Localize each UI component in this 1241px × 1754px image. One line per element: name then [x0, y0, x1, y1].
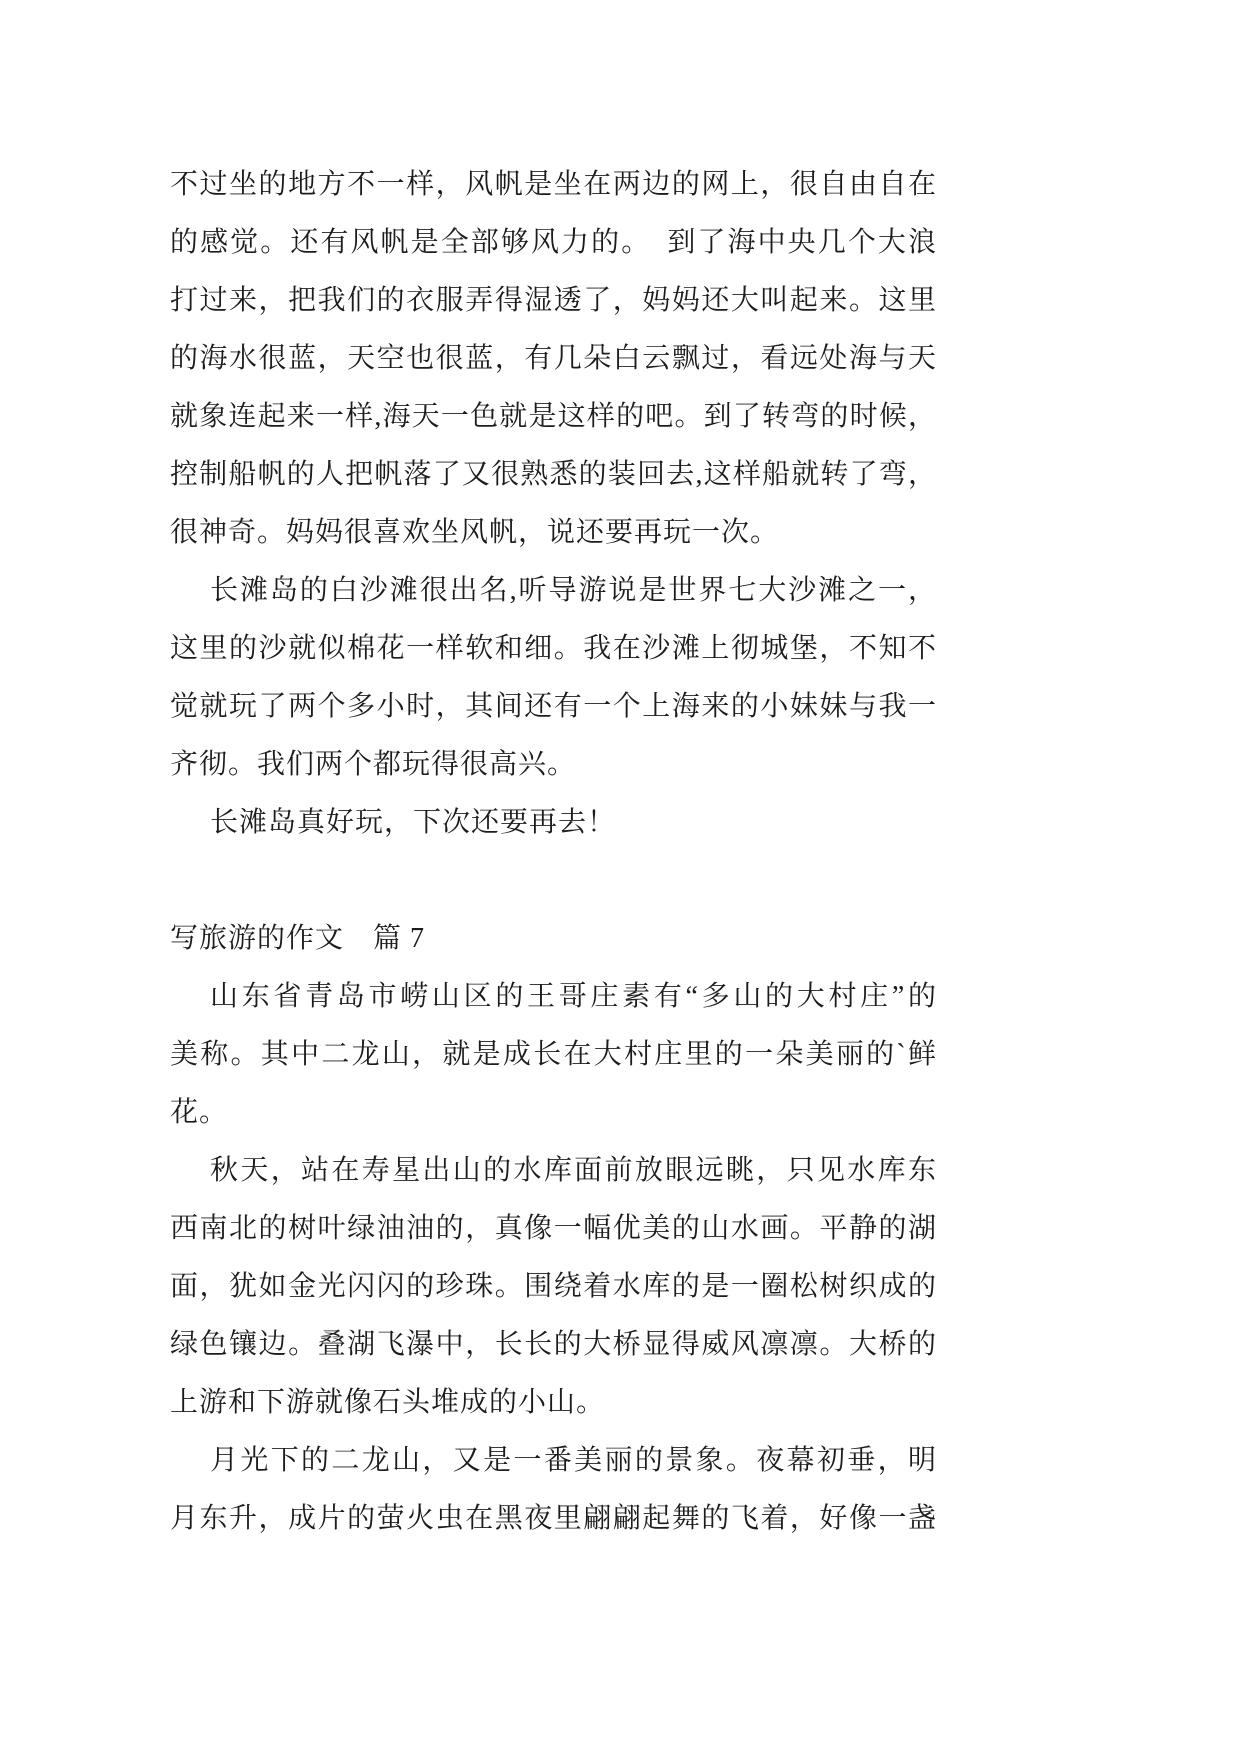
text-line: 西南北的树叶绿油油的，真像一幅优美的山水画。平静的湖: [170, 1213, 937, 1244]
paragraph: [170, 562, 937, 794]
section-heading: 写旅游的作文 篇 7: [170, 923, 426, 954]
text-line: 长滩岛的白沙滩很出名,听导游说是世界七大沙滩之一，: [210, 575, 937, 606]
paragraph: [170, 968, 937, 1142]
paragraph: [170, 1142, 937, 1432]
text-line: 不过坐的地方不一样，风帆是坐在两边的网上，很自由自在: [170, 169, 937, 200]
essay-text-block: [170, 156, 937, 1548]
text-line: 秋天，站在寿星出山的水库面前放眼远眺，只见水库东: [210, 1155, 937, 1186]
text-line: 这里的沙就似棉花一样软和细。我在沙滩上彻城堡，不知不: [170, 633, 937, 664]
text-line: 的感觉。还有风帆是全部够风力的。 到了海中央几个大浪: [170, 227, 937, 258]
text-line: 控制船帆的人把帆落了又很熟悉的装回去,这样船就转了弯，: [170, 459, 937, 490]
text-line: 就象连起来一样,海天一色就是这样的吧。到了转弯的时候，: [170, 401, 937, 432]
text-line: 齐彻。我们两个都玩得很高兴。: [170, 749, 577, 780]
paragraph: [170, 1432, 937, 1548]
text-line: 美称。其中二龙山，就是成长在大村庄里的一朵美丽的`鲜: [170, 1039, 937, 1070]
text-line: 的海水很蓝，天空也很蓝，有几朵白云飘过，看远处海与天: [170, 343, 937, 374]
text-line: 月光下的二龙山，又是一番美丽的景象。夜幕初垂，明: [210, 1445, 937, 1476]
text-line: 长滩岛真好玩，下次还要再去！: [210, 807, 617, 838]
text-line: 很神奇。妈妈很喜欢坐风帆，说还要再玩一次。: [170, 517, 780, 548]
paragraph: [170, 794, 937, 852]
text-line: 绿色镶边。叠湖飞瀑中，长长的大桥显得威风凛凛。大桥的: [170, 1329, 937, 1360]
text-line: 面，犹如金光闪闪的珍珠。围绕着水库的是一圈松树织成的: [170, 1271, 937, 1302]
paragraph: [170, 156, 937, 562]
text-line: 觉就玩了两个多小时，其间还有一个上海来的小妹妹与我一: [170, 691, 937, 722]
text-line: 打过来，把我们的衣服弄得湿透了，妈妈还大叫起来。这里: [170, 285, 937, 316]
text-line: 上游和下游就像石头堆成的小山。: [170, 1387, 606, 1418]
text-line: 山东省青岛市崂山区的王哥庄素有“多山的大村庄”的: [210, 981, 937, 1012]
text-line: 月东升，成片的萤火虫在黑夜里翩翩起舞的飞着，好像一盏: [170, 1503, 937, 1534]
text-line: 花。: [170, 1097, 229, 1128]
